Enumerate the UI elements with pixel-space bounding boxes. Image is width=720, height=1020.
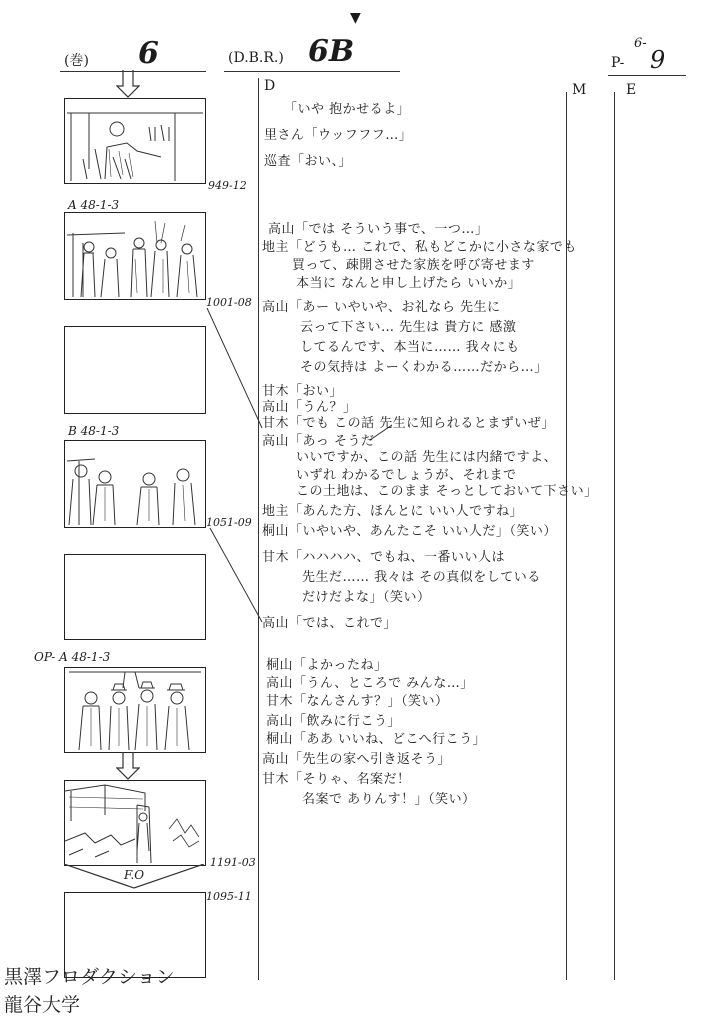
dialogue-line: 巡査「おい、」 xyxy=(264,154,353,169)
dialogue-line: その気持は よーくわかる……だから…」 xyxy=(300,360,548,375)
credit-university: 龍谷大学 xyxy=(4,994,81,1016)
timecode: 1001-08 xyxy=(206,296,252,309)
reel-label: (巻) xyxy=(64,53,89,69)
dialogue-line: 高山「では、これで」 xyxy=(262,616,398,631)
timecode: 949-12 xyxy=(208,179,247,192)
dialogue-line: 里さん「ウッフフフ…」 xyxy=(264,128,413,143)
dialogue-line: 高山「先生の家へ引き返そう」 xyxy=(262,752,452,767)
dialogue-line: 甘木「そりゃ、名案だ！ xyxy=(262,772,411,787)
dialogue-line: 云って下さい… 先生は 貴方に 感激 xyxy=(300,320,517,335)
dialogue-line: 先生だ…… 我々は その真似をしている xyxy=(302,570,541,585)
dialogue-line: 名案で ありんす！」（笑い） xyxy=(302,792,476,807)
dialogue-line: 高山「飲みに行こう」 xyxy=(266,714,402,729)
dialogue-line: 本当に なんと申し上げたら いいか」 xyxy=(296,276,522,291)
dialogue-line: いいですか、この話 先生には内緒ですよ、 xyxy=(296,450,558,465)
dialogue-line: 地主「どうも… これで、私もどこかに小さな家でも xyxy=(262,240,577,255)
dialogue-line: 甘木「なんさんす？」（笑い） xyxy=(266,694,449,709)
reel-number: 6 xyxy=(138,36,159,71)
column-m-header: M xyxy=(572,82,587,98)
dialogue-line: 桐山「いやいや、あんたこそ いい人だ」（笑い） xyxy=(262,524,557,539)
dialogue-line: 「いや 抱かせるよ」 xyxy=(284,102,411,117)
shot-label: A 48-1-3 xyxy=(68,198,120,212)
credit-production: 黒澤フロダクション xyxy=(4,966,175,988)
page-superscript: 6- xyxy=(634,36,647,51)
down-arrow-icon: ▼ xyxy=(350,10,361,26)
page-number: 9 xyxy=(650,46,666,74)
dialogue-line: してるんです、本当に…… 我々にも xyxy=(300,340,520,355)
dialogue-line: この土地は、このまま そっとしておいて下さい」 xyxy=(296,484,598,499)
dialogue-line: 買って、疎開させた家族を呼び寄せます xyxy=(292,258,535,273)
dialogue-line: 高山「あっ そうだ xyxy=(262,434,375,449)
dbr-label: (D.B.R.) xyxy=(228,50,284,66)
dialogue-line: だけだよな」（笑い） xyxy=(302,590,431,605)
dialogue-line: 高山「うん？」 xyxy=(262,400,357,415)
fade-out-label: F.O xyxy=(124,868,145,882)
dialogue-line: 甘木「ハハハハ、でもね、一番いい人は xyxy=(262,550,506,565)
dialogue-line: 甘木「おい」 xyxy=(262,384,344,399)
timecode: 1051-09 xyxy=(206,516,252,529)
page-prefix: P- xyxy=(611,55,625,71)
dbr-number: 6B xyxy=(308,34,355,69)
timecode: 1191-03 xyxy=(210,856,256,869)
shot-label: OP- A 48-1-3 xyxy=(34,650,111,664)
dialogue-line: いずれ わかるでしょうが、それまで xyxy=(296,468,517,483)
dialogue-line: 桐山「ああ いいね、どこへ行こう」 xyxy=(266,732,487,747)
column-e-header: E xyxy=(626,82,637,98)
dialogue-line: 高山「うん、ところで みんな…」 xyxy=(266,676,474,691)
timecode: 1095-11 xyxy=(206,890,252,903)
column-d-header: D xyxy=(264,78,276,94)
dialogue-line: 地主「あんた方、ほんとに いい人ですね」 xyxy=(262,504,524,519)
dialogue-line: 高山「では そういう事で、一つ…」 xyxy=(268,222,489,237)
dialogue-line: 桐山「よかったね」 xyxy=(266,658,388,673)
shot-label: B 48-1-3 xyxy=(68,424,120,438)
dialogue-line: 甘木「でも この話 先生に知られるとまずいぜ」 xyxy=(262,416,555,431)
dialogue-line: 高山「あー いやいや、お礼なら 先生に xyxy=(262,300,501,315)
